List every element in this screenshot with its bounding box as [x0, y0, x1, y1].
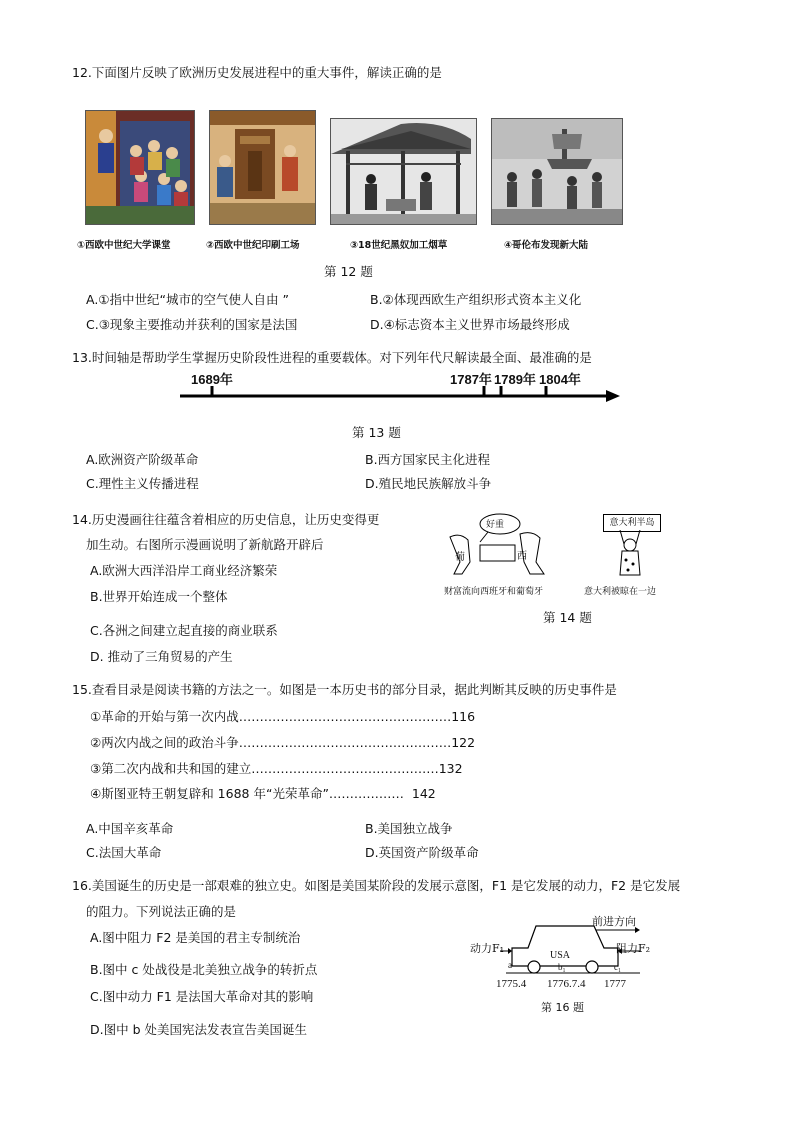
toc-title: ③第二次内战和共和国的建立 [90, 761, 252, 776]
q14-caption: 第 14 题 [543, 610, 592, 625]
q15-toc-item-4 [90, 784, 436, 802]
q12-picture-label-1: ①西欧中世纪大学课堂 [77, 240, 171, 251]
toc-page: 122 [451, 735, 476, 750]
q16-option-c[interactable]: C.图中动力 F1 是法国大革命对其的影响 [90, 989, 314, 1004]
q13-stem: 13.时间轴是帮助学生掌握历史阶段性进程的重要载体。对下列年代尺解读最全面、最准确的是 [72, 350, 592, 365]
q12-picture-printing [209, 110, 316, 225]
q14-option-a[interactable]: A.欧洲大西洋沿岸工商业经济繁荣 [90, 563, 278, 578]
q15-toc-item-3 [90, 759, 463, 777]
q13-caption: 第 13 题 [352, 425, 401, 440]
toc-page: 142 [411, 786, 436, 801]
q14-italy-sign: 意大利半岛 [603, 514, 661, 532]
q16-date-1: 1775.4 [496, 978, 527, 990]
q16-stem-line1: 16.美国诞生的历史是一部艰难的独立史。如图是美国某阶段的发展示意图，F1 是它发展的动力，F2 是它发展 [72, 878, 681, 893]
q14-stem-line1: 14.历史漫画往往蕴含着相应的历史信息，让历史变得更 [72, 512, 380, 527]
timeline-year-1787: 1787年 [450, 372, 492, 387]
q15-option-d[interactable]: D.英国资产阶级革命 [365, 845, 479, 860]
q16-date-2: 1776.7.4 [547, 978, 586, 990]
toc-page: 132 [438, 761, 463, 776]
q12-option-d[interactable]: D.④标志资本主义世界市场最终形成 [370, 317, 570, 332]
q12-picture-label-4: ④哥伦布发现新大陆 [504, 240, 589, 251]
q16-direction-label: 前进方向 [592, 915, 636, 928]
q14-option-d[interactable]: D. 推动了三角贸易的产生 [90, 649, 233, 664]
q12-option-c[interactable]: C.③现象主要推动并获利的国家是法国 [86, 317, 298, 332]
q12-picture-label-3: ③18世纪黑奴加工烟草 [350, 240, 448, 251]
printing-illustration [210, 111, 315, 224]
toc-title: ④斯图亚特王朝复辟和 1688 年“光荣革命” [90, 786, 329, 801]
q15-toc-item-2 [90, 733, 475, 751]
q12-picture-columbus [491, 118, 623, 225]
q16-option-d[interactable]: D.图中 b 处美国宪法发表宣告美国诞生 [90, 1022, 307, 1037]
q12-caption: 第 12 题 [324, 264, 373, 279]
q15-stem: 15.查看目录是阅读书籍的方法之一。如图是一本历史书的部分目录，据此判断其反映的历史事件是 [72, 682, 617, 697]
q15-option-b[interactable]: B.美国独立战争 [365, 821, 453, 836]
q16-point-a: a [508, 960, 512, 970]
q15-option-c[interactable]: C.法国大革命 [86, 845, 162, 860]
toc-dots: ……………… [328, 786, 404, 801]
university-illustration [86, 111, 194, 224]
timeline-year-1804: 1804年 [539, 372, 581, 387]
q12-option-b[interactable]: B.②体现西欧生产组织形式资本主义化 [370, 292, 582, 307]
q16-option-a[interactable]: A.图中阻力 F2 是美国的君主专制统治 [90, 930, 301, 945]
q12-picture-university [85, 110, 195, 225]
toc-dots: ……………………………………… [251, 761, 439, 776]
toc-title: ②两次内战之间的政治斗争 [90, 735, 239, 750]
q14-cartoon-left-caption: 财富流向西班牙和葡萄牙 [444, 587, 544, 597]
q16-stem-line2: 的阻力。下列说法正确的是 [86, 904, 237, 919]
toc-dots: …………………………………………… [238, 735, 452, 750]
q16-option-b[interactable]: B.图中 c 处战役是北美独立战争的转折点 [90, 962, 318, 977]
q14-cartoon-spain: 西 [517, 551, 527, 562]
timeline-year-1789: 1789年 [494, 372, 536, 387]
q12-picture-label-2: ②西欧中世纪印刷工场 [206, 240, 300, 251]
q14-cartoon-portugal: 葡 [455, 552, 465, 563]
q13-option-a[interactable]: A.欧洲资产阶级革命 [86, 452, 199, 467]
q16-point-c: c₁ [614, 962, 622, 972]
q16-force1-label: 动力F₁ [470, 942, 505, 955]
q13-option-b[interactable]: B.西方国家民主化进程 [365, 452, 491, 467]
tobacco-shed-illustration [331, 119, 476, 224]
toc-title: ①革命的开始与第一次内战 [90, 709, 239, 724]
q12-option-a[interactable]: A.①指中世纪“城市的空气使人自由 ” [86, 292, 289, 307]
q14-cartoon-right-caption: 意大利被晾在一边 [584, 587, 657, 597]
q16-caption: 第 16 题 [541, 1001, 584, 1014]
q16-point-b: b₁ [558, 962, 566, 972]
q12-stem: 12.下面图片反映了欧洲历史发展进程中的重大事件，解读正确的是 [72, 65, 442, 80]
q14-option-c[interactable]: C.各洲之间建立起直接的商业联系 [90, 623, 278, 638]
timeline-year-1689: 1689年 [191, 372, 233, 387]
q13-option-d[interactable]: D.殖民地民族解放斗争 [365, 476, 492, 491]
columbus-illustration [492, 119, 622, 224]
q15-toc-item-1 [90, 707, 475, 725]
q16-date-3: 1777 [604, 978, 626, 990]
timeline-axis [178, 383, 623, 405]
q16-car-label: USA [550, 950, 571, 961]
q15-option-a[interactable]: A.中国辛亥革命 [86, 821, 174, 836]
q14-cartoon-right [610, 530, 650, 580]
q14-stem-line2: 加生动。右图所示漫画说明了新航路开辟后 [86, 537, 324, 552]
q14-cartoon-sign: 好重 [486, 520, 505, 530]
q13-option-c[interactable]: C.理性主义传播进程 [86, 476, 199, 491]
toc-dots: …………………………………………… [238, 709, 452, 724]
q12-picture-tobacco [330, 118, 477, 225]
toc-page: 116 [451, 709, 476, 724]
q14-option-b[interactable]: B.世界开始连成一个整体 [90, 589, 228, 604]
q16-force2-label: 阻力F₂ [616, 942, 651, 955]
